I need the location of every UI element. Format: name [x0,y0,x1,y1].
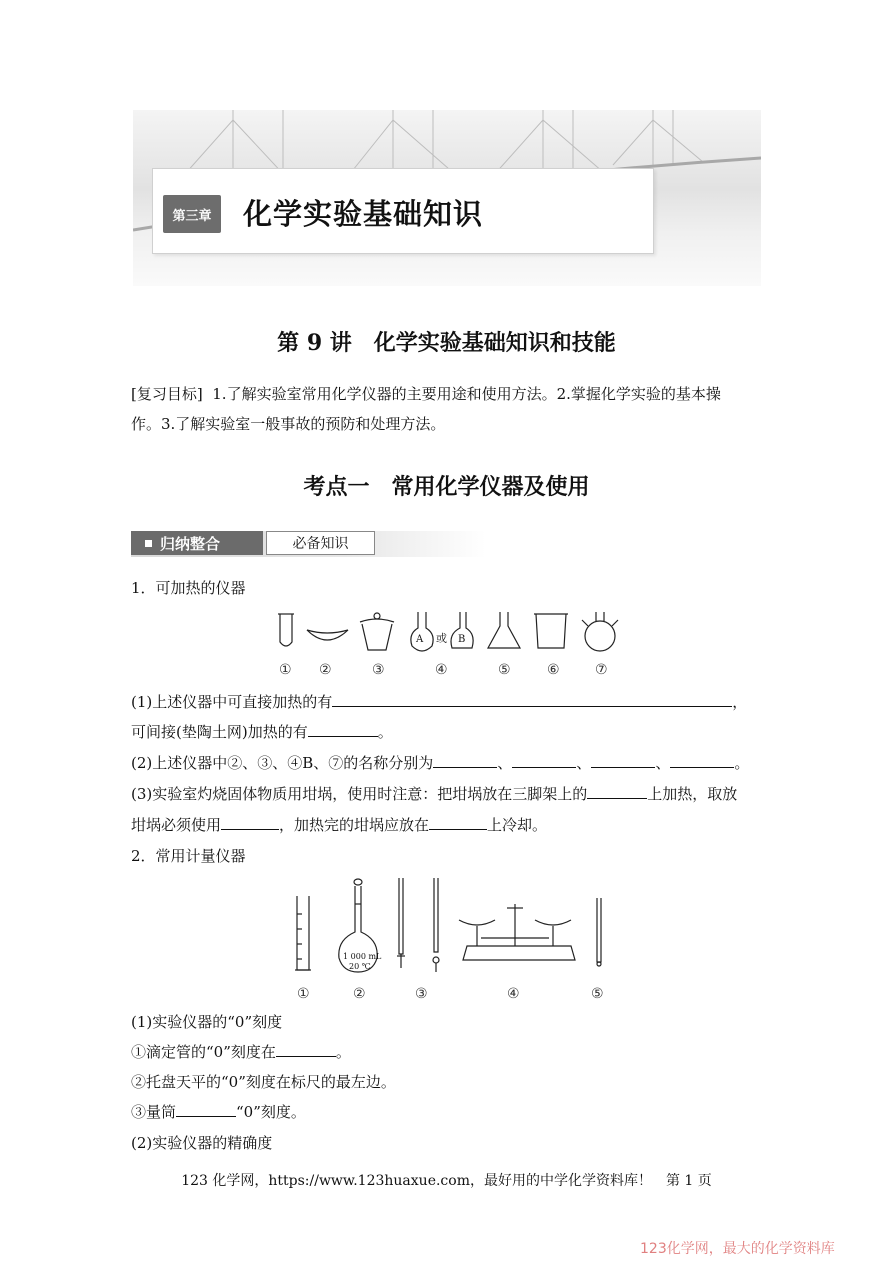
heating-apparatus-figure [270,606,630,682]
measuring-apparatus-figure [285,874,615,1004]
review-line-1: 1.了解实验室常用化学仪器的主要用途和使用方法。2.掌握化学实验的基本操 [212,385,721,403]
answer-blank[interactable] [670,751,734,768]
figure2-label-2: ② [353,986,366,1002]
part2-q1-iii [131,1097,763,1127]
part1-q3b-end: 上冷却。 [487,816,548,834]
review-line-2: 作。3.了解实验室一般事故的预防和处理方法。 [131,415,446,433]
figure1-label-6: ⑥ [547,662,560,678]
flask-volume-label: 1 000 mL [343,952,382,961]
balance-icon [459,904,575,960]
punct: 。 [377,723,393,741]
figure1-label-1: ① [279,662,292,678]
thermometer-icon [597,898,601,966]
punct: 、 [497,754,513,772]
watermark: 123化学网，最大的化学资料库 [640,1241,835,1257]
part1-heading: 1．可加热的仪器 [131,579,246,597]
section-bar-dark [131,531,263,555]
review-label: [复习目标] [131,385,203,403]
punct: 、 [655,754,671,772]
part1-q1b-text: 可间接(垫陶土网)加热的有 [131,723,308,741]
part1-q3-text: (3)实验室灼烧固体物质用坩埚，使用时注意：把坩埚放在三脚架上的 [131,785,588,803]
part1-q3b-text: 坩埚必须使用 [131,816,222,834]
answer-blank[interactable] [276,1040,336,1057]
flask-letter-b: B [458,634,466,645]
review-goals [131,379,763,439]
graduated-cylinder-icon [295,896,311,970]
part2-q1-iii-end: “0”刻度。 [236,1103,306,1121]
answer-blank[interactable] [429,813,487,830]
part1-q3-line2 [131,810,763,840]
punct: ， [732,693,748,711]
part2-q1-ii: ②托盘天平的“0”刻度在标尺的最左边。 [131,1073,396,1091]
part1-q1-line2 [131,717,763,747]
answer-blank[interactable] [176,1100,236,1117]
punct: 、 [576,754,592,772]
flask-or-label: 或 [436,632,447,645]
chapter-tag: 第三章 [163,195,221,233]
figure2-label-5: ⑤ [591,986,604,1002]
part2-q1: (1)实验仪器的“0”刻度 [131,1013,283,1031]
answer-blank[interactable] [512,751,576,768]
figure2-label-1: ① [297,986,310,1002]
square-bullet-icon [145,540,152,547]
page-footer: 123 化学网，https://www.123huaxue.com，最好用的中学化学资料库！ 第 1 页 [181,1173,712,1189]
figure1-label-4: ④ [435,662,448,678]
test-tube-icon [278,614,294,646]
answer-blank[interactable] [308,720,378,737]
figure2-label-3: ③ [415,986,428,1002]
flask-letter-a: A [416,634,424,645]
part2-heading: 2．常用计量仪器 [131,847,246,865]
figure1-label-3: ③ [372,662,385,678]
section-bar-light-label: 必备知识 [266,531,375,555]
part1-q3-text-end: 上加热，取放 [647,785,738,803]
evaporating-dish-icon [307,630,348,640]
section-bar-dark-label: 归纳整合 [160,534,221,553]
beaker-icon [534,614,568,648]
part1-q1-line1 [131,687,763,717]
figure1-label-5: ⑤ [498,662,511,678]
conical-flask-icon [488,612,520,648]
part1-q2-text: (2)上述仪器中②、③、④B、⑦的名称分别为 [131,754,434,772]
part1-q2-line [131,748,763,778]
answer-blank[interactable] [433,751,497,768]
part2-q1-i [131,1037,763,1067]
punct: 。 [734,754,750,772]
burette-icon [433,878,439,972]
round-bottom-flask-icon [411,612,433,651]
answer-blank[interactable] [587,782,647,799]
part2-q2: (2)实验仪器的精确度 [131,1134,273,1152]
chapter-title: 化学实验基础知识 [243,197,484,231]
figure1-label-7: ⑦ [595,662,608,678]
section-title: 考点一 常用化学仪器及使用 [303,474,590,500]
punct: 。 [335,1043,351,1061]
part2-q1-iii-text: ③量筒 [131,1103,177,1121]
figure2-label-4: ④ [507,986,520,1002]
answer-blank[interactable] [221,813,279,830]
burette-icon [397,878,405,968]
three-neck-flask-icon [582,612,618,651]
lesson-title: 第 9 讲 化学实验基础知识和技能 [277,330,616,356]
crucible-icon [360,613,394,650]
part1-q3b-mid: ，加热完的坩埚应放在 [279,816,430,834]
answer-blank[interactable] [591,751,655,768]
part1-q1-text: (1)上述仪器中可直接加热的有 [131,693,333,711]
part1-q3-line1 [131,779,763,809]
answer-blank[interactable] [332,690,732,707]
flask-temp-label: 20 ℃ [349,962,371,971]
part2-q1-i-text: ①滴定管的“0”刻度在 [131,1043,276,1061]
figure1-label-2: ② [319,662,332,678]
